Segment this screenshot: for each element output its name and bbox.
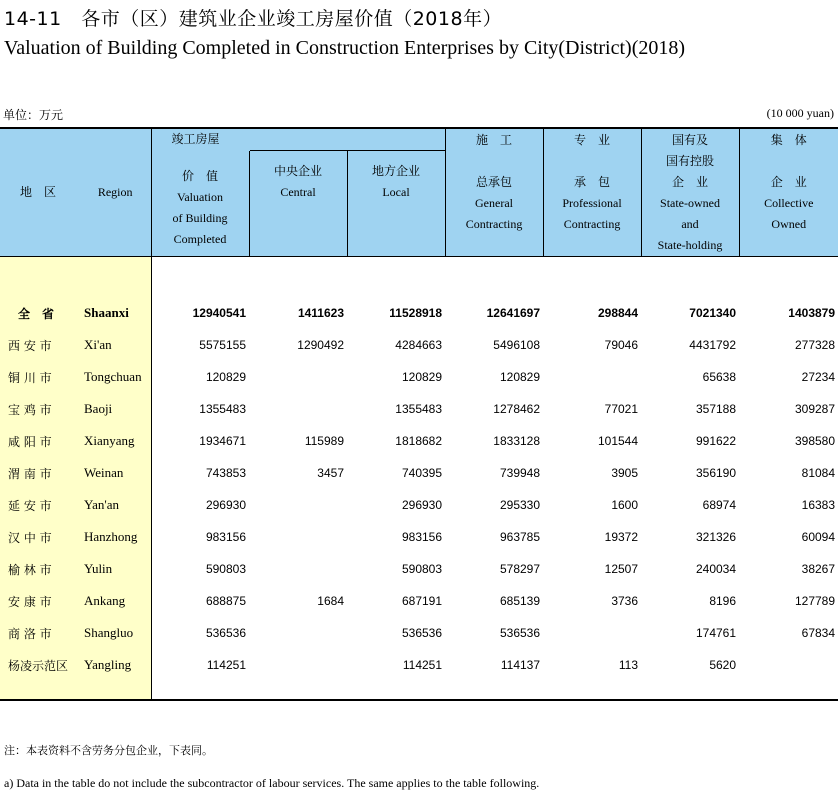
value-cell: 12507 (604, 562, 639, 576)
spacer-row (0, 257, 838, 298)
value-cell: 685139 (499, 594, 541, 608)
value-cell: 1411623 (297, 306, 344, 320)
value-cell: 296930 (205, 498, 246, 512)
table-row (0, 425, 838, 457)
value-cell: 38267 (801, 562, 836, 576)
value-cell: 356190 (695, 466, 737, 480)
region-name-cn: 安 康 市 (8, 594, 52, 609)
value-cell: 60094 (801, 530, 836, 544)
value-cell (249, 361, 347, 393)
value-cell: 536536 (401, 626, 443, 640)
value-cell: 5496108 (493, 338, 541, 352)
region-name-en: Hanzhong (84, 529, 138, 544)
region-name-en: Yulin (84, 561, 113, 576)
value-cell: 739948 (499, 466, 541, 480)
value-cell: 590803 (401, 562, 443, 576)
value-cell: 3905 (611, 466, 639, 480)
region-cell (0, 617, 151, 649)
value-cell: 1818682 (395, 434, 443, 448)
region-name-en: Tongchuan (84, 369, 142, 384)
value-cell (249, 617, 347, 649)
region-name-en: Xianyang (84, 433, 135, 448)
region-name-en: Ankang (84, 593, 126, 608)
value-cell: 11528918 (389, 306, 443, 320)
region-name-cn: 铜 川 市 (8, 370, 52, 385)
region-name-en: Yan'an (84, 497, 119, 512)
value-cell: 101544 (597, 434, 639, 448)
value-cell: 296930 (401, 498, 443, 512)
header-row-1 (0, 128, 838, 151)
region-name-cn: 渭 南 市 (8, 466, 52, 481)
value-cell: 27234 (801, 370, 836, 384)
table-row (0, 361, 838, 393)
central-enterprise-header: 中央企业 Central (249, 151, 347, 257)
region-name-cn: 咸 阳 市 (8, 434, 52, 449)
table-row (0, 521, 838, 553)
region-name-en: Baoji (84, 401, 113, 416)
table-title-cn: 14-11 各市（区）建筑业企业竣工房屋价值（2018年） (4, 8, 503, 30)
value-cell: 120829 (401, 370, 443, 384)
region-name-en: Shangluo (84, 625, 134, 640)
value-cell: 240034 (695, 562, 737, 576)
region-cell (0, 457, 151, 489)
value-cell: 115989 (304, 434, 344, 448)
valuation-header: 价 值 Valuation of Building Completed (151, 151, 249, 257)
value-cell: 298844 (597, 306, 639, 320)
table-row (0, 649, 838, 681)
value-cell: 1833128 (493, 434, 541, 448)
value-cell: 590803 (205, 562, 246, 576)
value-cell (543, 361, 641, 393)
value-cell: 357188 (695, 402, 737, 416)
region-name-en: Weinan (84, 465, 124, 480)
professional-contracting-header: 专 业 承 包 Professional Contracting (543, 128, 641, 257)
value-cell (543, 617, 641, 649)
value-cell: 1934671 (199, 434, 246, 448)
footnote-cn: 注：本表资料不含劳务分包企业，下表同。 (4, 744, 213, 757)
unit-label-en: (10 000 yuan) (766, 106, 834, 120)
region-cell (0, 393, 151, 425)
table-row (0, 585, 838, 617)
value-cell (249, 649, 347, 681)
value-cell (249, 553, 347, 585)
value-cell: 295330 (499, 498, 541, 512)
value-cell: 1278462 (493, 402, 541, 416)
table-row-total (0, 297, 838, 329)
value-cell: 12641697 (486, 306, 541, 320)
value-cell: 983156 (401, 530, 443, 544)
value-cell: 740395 (401, 466, 443, 480)
value-cell: 68974 (702, 498, 737, 512)
value-cell: 81084 (801, 466, 836, 480)
value-cell: 16383 (801, 498, 836, 512)
region-name-cn: 杨凌示范区 (8, 658, 69, 673)
value-cell: 5620 (709, 658, 737, 672)
value-cell: 688875 (205, 594, 246, 608)
value-cell: 536536 (205, 626, 246, 640)
value-cell: 120829 (499, 370, 541, 384)
table-row (0, 617, 838, 649)
region-cell (0, 361, 151, 393)
value-cell (249, 393, 347, 425)
value-cell: 7021340 (689, 306, 737, 320)
region-name-cn: 西 安 市 (8, 338, 52, 353)
value-cell: 127789 (794, 594, 836, 608)
state-owned-header: 国有及 国有控股 企 业 State-owned and State-holding (641, 128, 739, 257)
value-cell: 1355483 (395, 402, 443, 416)
value-cell: 578297 (499, 562, 541, 576)
table-row (0, 393, 838, 425)
region-name-en: Xi'an (84, 337, 112, 352)
table-title-en: Valuation of Building Completed in Construction Enterprises by City(District)(2018) (4, 37, 686, 59)
value-cell (249, 489, 347, 521)
value-cell: 321326 (695, 530, 737, 544)
value-cell: 4431792 (689, 338, 737, 352)
region-cell (0, 297, 151, 329)
value-cell: 3736 (611, 594, 639, 608)
region-cell (0, 489, 151, 521)
value-cell: 536536 (499, 626, 541, 640)
value-cell: 1600 (611, 498, 639, 512)
table-row (0, 457, 838, 489)
value-cell: 3457 (317, 466, 344, 480)
value-cell: 1403879 (788, 306, 836, 320)
value-cell: 398580 (794, 434, 836, 448)
value-cell: 12940541 (192, 306, 246, 320)
region-name-cn: 全 省 (18, 306, 55, 321)
region-name-cn: 延 安 市 (8, 498, 52, 513)
data-table (0, 127, 838, 701)
local-enterprise-header: 地方企业 Local (347, 151, 445, 257)
value-cell: 65638 (702, 370, 737, 384)
value-cell: 8196 (709, 594, 737, 608)
footnote-en: a) Data in the table do not include the subcontractor of labour services. The same applies to the table following. (4, 776, 540, 790)
value-cell: 120829 (205, 370, 246, 384)
value-cell: 114137 (500, 658, 541, 672)
value-cell: 277328 (794, 338, 836, 352)
value-cell: 687191 (401, 594, 443, 608)
value-cell: 1684 (317, 594, 344, 608)
value-cell: 114251 (206, 658, 246, 672)
table-row (0, 329, 838, 361)
value-cell: 114251 (402, 658, 443, 672)
completed-group-header: 竣工房屋 (151, 128, 445, 151)
value-cell: 19372 (604, 530, 639, 544)
region-name-cn: 宝 鸡 市 (8, 402, 52, 417)
value-cell: 1355483 (199, 402, 246, 416)
value-cell: 79046 (604, 338, 639, 352)
value-cell (249, 521, 347, 553)
value-cell: 991622 (695, 434, 737, 448)
region-name-en: Shaanxi (84, 305, 129, 320)
value-cell: 5575155 (199, 338, 246, 352)
table-row (0, 489, 838, 521)
value-cell: 743853 (205, 466, 246, 480)
table-end-row (0, 681, 838, 700)
table-body (0, 257, 838, 701)
collective-owned-header: 集 体 企 业 Collective Owned (739, 128, 838, 257)
region-cell (0, 329, 151, 361)
value-cell: 4284663 (395, 338, 443, 352)
region-cell (0, 585, 151, 617)
value-cell (739, 649, 838, 681)
value-cell: 174761 (695, 626, 737, 640)
region-name-cn: 商 洛 市 (8, 626, 52, 641)
region-cell (0, 521, 151, 553)
general-contracting-header: 施 工 总承包 General Contracting (445, 128, 543, 257)
region-name-cn: 汉 中 市 (8, 530, 52, 545)
unit-label-cn: 单位：万元 (3, 108, 64, 122)
value-cell: 1290492 (297, 338, 344, 352)
value-cell: 67834 (801, 626, 836, 640)
region-header: 地 区 Region (0, 128, 151, 257)
region-cell (0, 649, 151, 681)
value-cell: 113 (618, 658, 639, 672)
region-cell (0, 425, 151, 457)
value-cell: 963785 (499, 530, 541, 544)
region-cell (0, 553, 151, 585)
region-name-en: Yangling (84, 657, 132, 672)
value-cell: 309287 (794, 402, 836, 416)
region-name-cn: 榆 林 市 (8, 562, 52, 577)
table-row (0, 553, 838, 585)
value-cell: 983156 (205, 530, 246, 544)
value-cell: 77021 (604, 402, 639, 416)
